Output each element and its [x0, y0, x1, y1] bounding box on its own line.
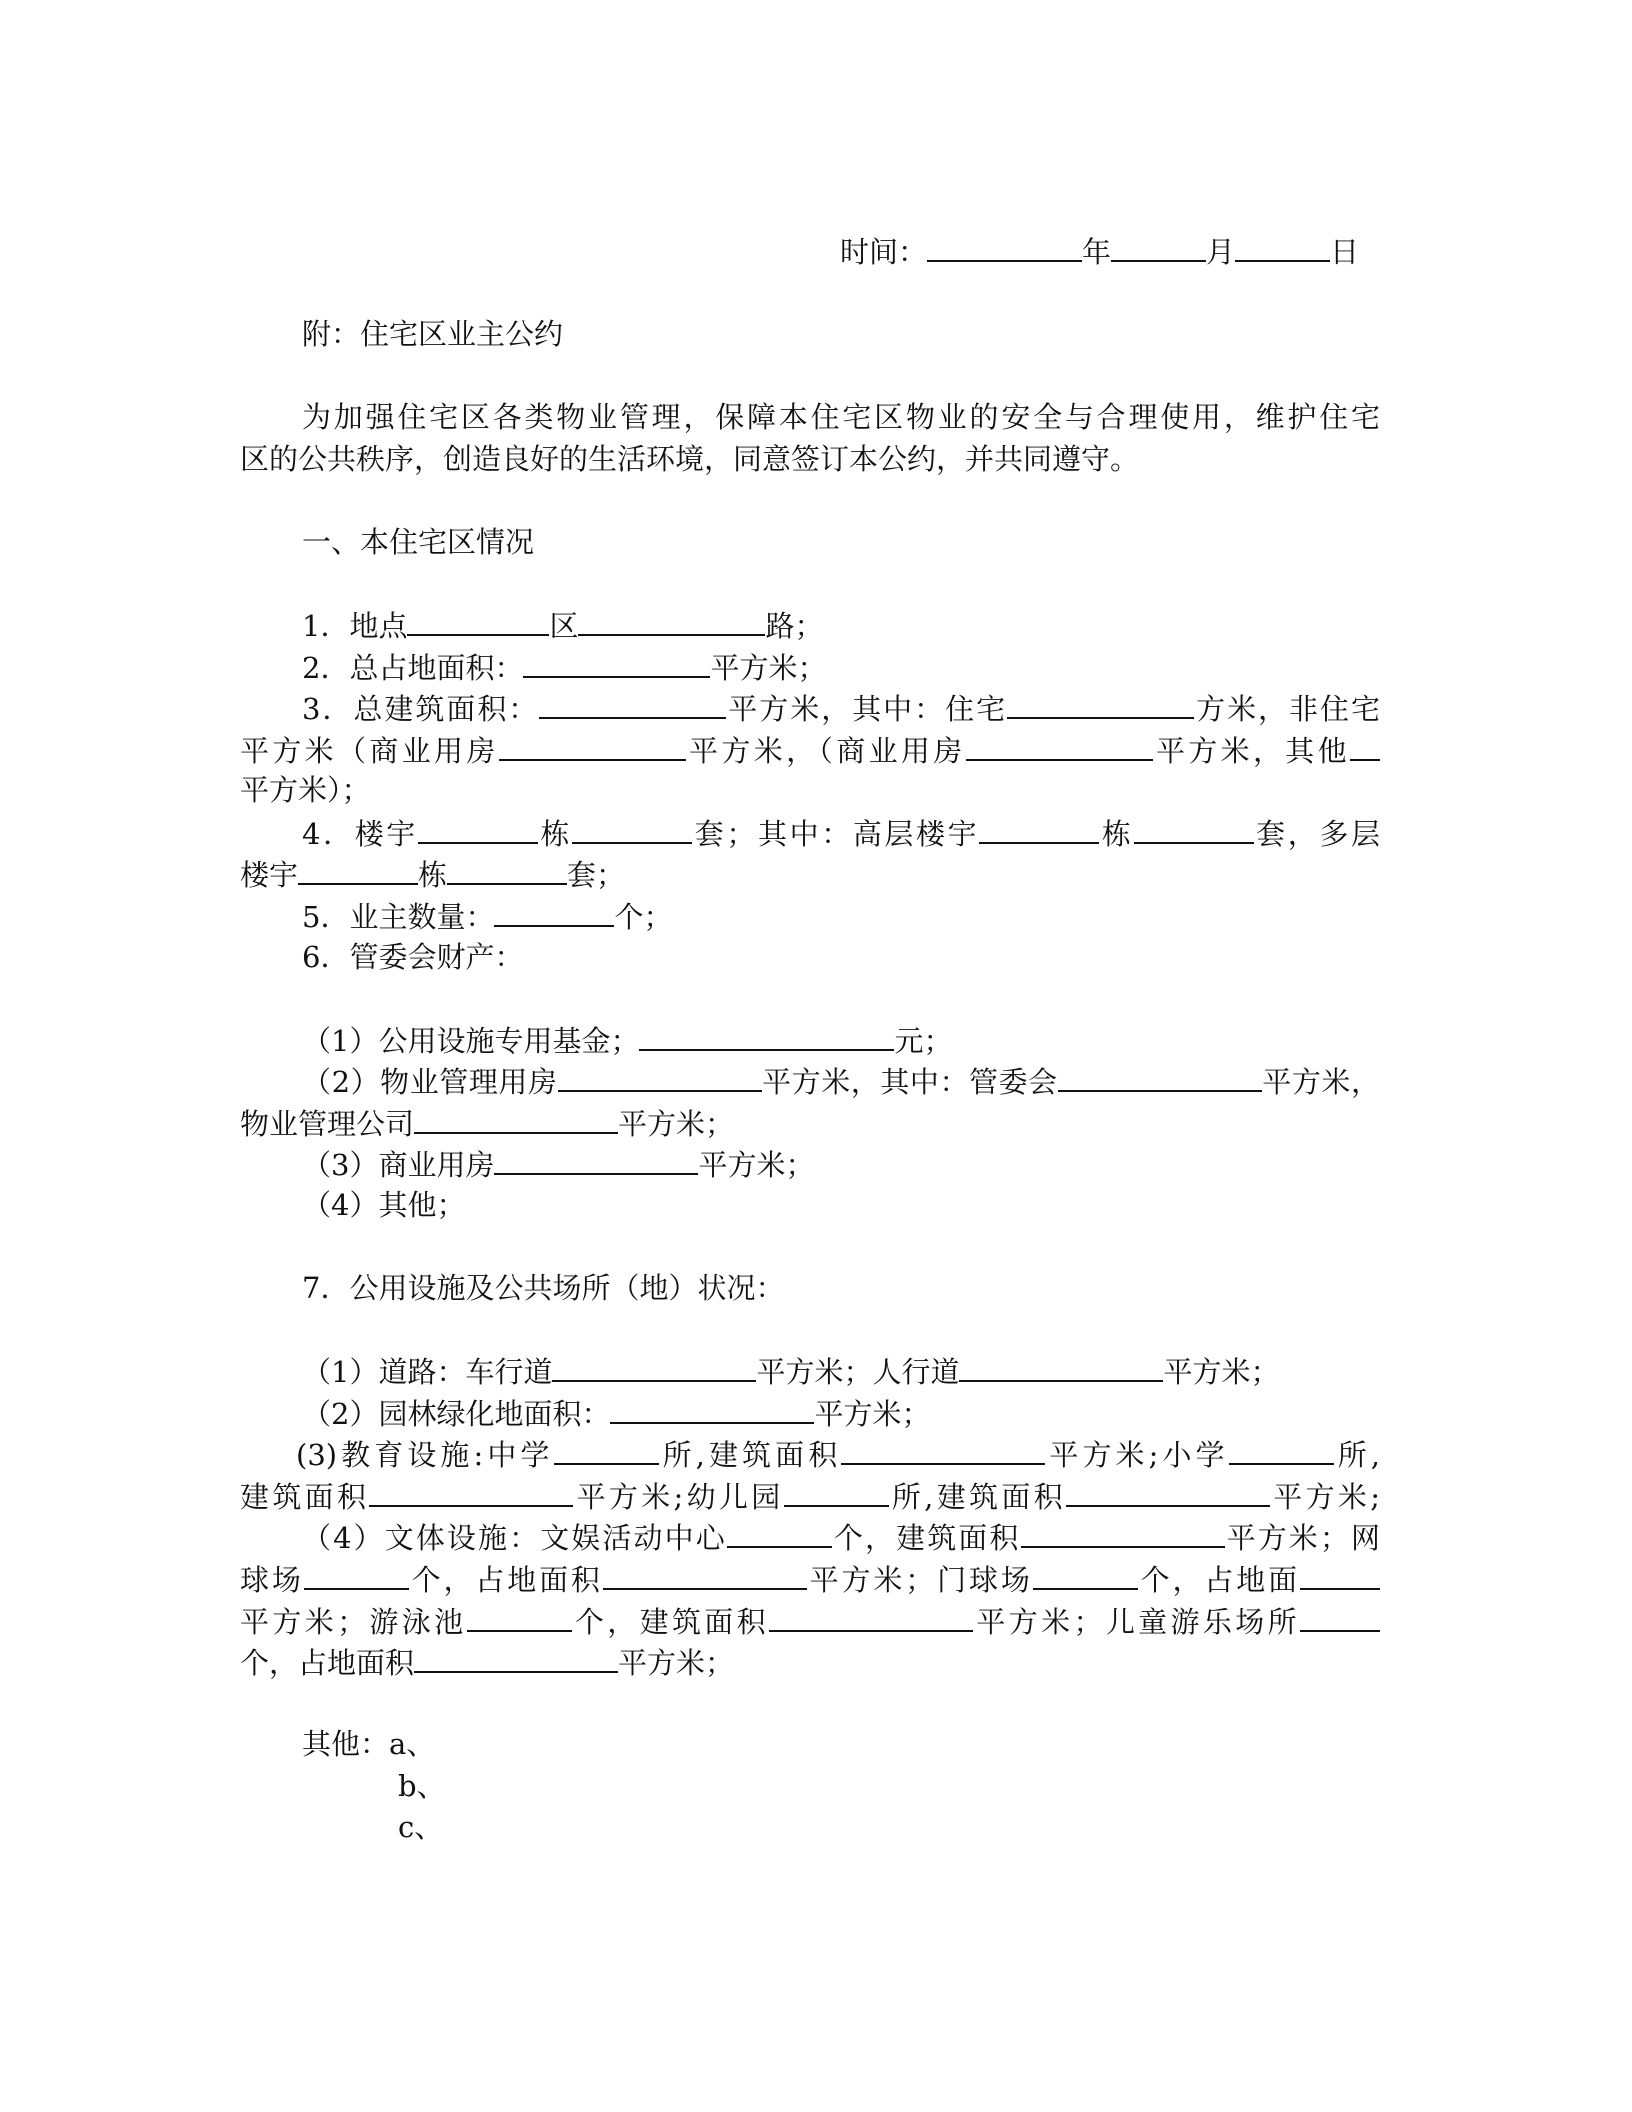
item-7-4-text-h: 平方米；游泳池 — [240, 1605, 467, 1639]
blank — [1229, 1433, 1334, 1465]
item-7-4-sports-line-2 — [240, 1558, 1380, 1601]
item-2-text-a: 2．总占地面积： — [302, 651, 524, 685]
blank — [499, 729, 686, 761]
blank — [727, 1516, 832, 1548]
item-7-1-text-b: 平方米；人行道 — [756, 1355, 960, 1389]
item-2-text-b: 平方米； — [710, 651, 827, 685]
blank — [1058, 1060, 1262, 1092]
item-3-building-area-line-3: 平方米）； — [240, 773, 371, 807]
item-6-1-text-b: 元； — [894, 1024, 953, 1058]
blank — [369, 1475, 573, 1507]
month-label: 月 — [1206, 235, 1236, 269]
item-7-4-text-f: 平方米；门球场 — [806, 1563, 1033, 1597]
blank — [572, 812, 692, 844]
blank — [447, 853, 567, 885]
others-line-c: c、 — [398, 1810, 444, 1844]
item-7-4-text-i: 个，建筑面积 — [571, 1605, 770, 1639]
item-7-2-text-b: 平方米； — [814, 1397, 931, 1431]
item-4-text-e: 套，多层 — [1253, 817, 1380, 851]
item-4-text-b: 栋 — [537, 817, 573, 851]
item-6-3-text-b: 平方米； — [698, 1148, 815, 1182]
blank — [1033, 1558, 1138, 1590]
month-blank — [1111, 230, 1206, 262]
blank — [467, 1600, 572, 1632]
item-4-text-g: 栋 — [418, 858, 448, 892]
blank — [298, 853, 418, 885]
blank — [1300, 1558, 1380, 1590]
section-1-title: 一、本住宅区情况 — [302, 525, 535, 559]
item-7-3-text-c: 平方米;小学 — [1045, 1438, 1229, 1472]
item-7-3-text-b: 所,建筑面积 — [658, 1438, 842, 1472]
blank — [1134, 812, 1254, 844]
item-7-4-text-e: 个，占地面积 — [408, 1563, 603, 1597]
item-7-3-text-a: (3)教育设施:中学 — [296, 1438, 554, 1472]
blank — [1300, 1600, 1380, 1632]
item-7-4-text-b: 个，建筑面积 — [831, 1521, 1021, 1555]
item-7-3-text-h: 平方米; — [1269, 1480, 1380, 1514]
item-7-3-education-line-2 — [240, 1475, 1380, 1518]
item-4-buildings-line-2 — [240, 853, 1380, 896]
item-6-2-text-b: 平方米，其中：管委会 — [761, 1065, 1058, 1099]
item-6-2-management-room-line-2 — [240, 1102, 1380, 1145]
item-6-title: 6．管委会财产： — [302, 940, 524, 974]
item-4-text-h: 套； — [567, 858, 626, 892]
item-4-buildings-line-1 — [302, 812, 1380, 855]
item-7-3-text-d: 所, — [1333, 1438, 1381, 1472]
item-6-2-text-c: 平方米， — [1261, 1065, 1380, 1099]
item-2-land-area — [302, 646, 1442, 689]
item-4-text-f: 楼宇 — [240, 858, 299, 892]
others-label: 其他： — [302, 1727, 390, 1761]
item-7-3-text-g: 所,建筑面积 — [888, 1480, 1066, 1514]
blank — [418, 812, 538, 844]
blank — [639, 1019, 894, 1051]
blank — [552, 1350, 756, 1382]
item-7-4-text-c: 平方米；网 — [1224, 1521, 1380, 1555]
item-7-1-roads — [302, 1350, 1442, 1393]
blank — [959, 1350, 1163, 1382]
blank — [523, 646, 710, 678]
year-blank — [927, 230, 1082, 262]
year-label: 年 — [1082, 235, 1112, 269]
item-7-2-green-area — [302, 1392, 1442, 1435]
blank — [603, 1558, 807, 1590]
item-6-1-text-a: （1）公用设施专用基金； — [302, 1024, 640, 1058]
blank — [494, 895, 614, 927]
blank — [769, 1600, 973, 1632]
blank — [414, 1641, 618, 1673]
day-label: 日 — [1330, 235, 1360, 269]
item-3-text-e: 平方米，（商业用房 — [685, 734, 966, 768]
blank — [578, 604, 765, 636]
item-3-text-d: 平方米（商业用房 — [240, 734, 499, 768]
blank — [1021, 1516, 1225, 1548]
blank — [304, 1558, 409, 1590]
item-4-text-a: 4．楼宇 — [302, 817, 418, 851]
item-3-text-c: 方米，非住宅 — [1194, 692, 1380, 726]
item-7-title: 7．公用设施及公共场所（地）状况： — [302, 1271, 785, 1305]
item-7-4-sports-line-3 — [240, 1600, 1380, 1643]
item-7-4-text-k: 个，占地面积 — [240, 1646, 415, 1680]
item-3-text-f: 平方米，其他 — [1152, 734, 1350, 768]
blank — [407, 604, 549, 636]
item-7-1-text-c: 平方米； — [1163, 1355, 1280, 1389]
item-1-text-c: 路； — [765, 609, 824, 643]
date-line — [840, 230, 1380, 273]
item-6-2-text-d: 物业管理公司 — [240, 1107, 415, 1141]
blank — [554, 1433, 659, 1465]
item-7-1-text-a: （1）道路：车行道 — [302, 1355, 553, 1389]
item-5-text-b: 个； — [614, 900, 673, 934]
appendix-title: 附：住宅区业主公约 — [302, 317, 564, 351]
blank — [784, 1475, 889, 1507]
item-7-4-text-j: 平方米；儿童游乐场所 — [973, 1605, 1300, 1639]
item-3-building-area-line-2 — [240, 729, 1380, 772]
blank — [1350, 729, 1380, 761]
others-line-a — [302, 1724, 1442, 1765]
blank — [841, 1433, 1045, 1465]
item-4-text-c: 套；其中：高层楼宇 — [692, 817, 980, 851]
intro-line-2: 区的公共秩序，创造良好的生活环境，同意签订本公约，并共同遵守。 — [240, 442, 1140, 476]
item-7-4-sports-line-4 — [240, 1641, 1380, 1684]
item-1-text-a: 1．地点 — [302, 609, 408, 643]
item-7-4-text-l: 平方米； — [618, 1646, 735, 1680]
item-6-1-fund — [302, 1019, 1442, 1062]
blank — [494, 1143, 698, 1175]
blank — [558, 1060, 762, 1092]
blank — [979, 812, 1099, 844]
blank — [539, 687, 726, 719]
item-7-3-education-line-1 — [296, 1433, 1380, 1476]
item-6-2-text-a: （2）物业管理用房 — [302, 1065, 558, 1099]
item-4-text-d: 栋 — [1099, 817, 1134, 851]
item-7-4-text-a: （4）文体设施：文娱活动中心 — [302, 1521, 727, 1555]
others-line-b: b、 — [398, 1769, 446, 1803]
item-7-4-text-d: 球场 — [240, 1563, 304, 1597]
item-6-3-commercial — [302, 1143, 1442, 1186]
item-7-4-sports-line-1 — [302, 1516, 1380, 1559]
blank — [1066, 1475, 1270, 1507]
blank — [414, 1102, 618, 1134]
item-7-3-text-e: 建筑面积 — [240, 1480, 370, 1514]
item-1-text-b: 区 — [549, 609, 579, 643]
item-5-owners — [302, 895, 1442, 938]
intro-line-1: 为加强住宅区各类物业管理，保障本住宅区物业的安全与合理使用，维护住宅 — [302, 400, 1380, 434]
item-7-3-text-f: 平方米;幼儿园 — [573, 1480, 784, 1514]
day-blank — [1235, 230, 1330, 262]
item-6-4-other: （4）其他； — [302, 1188, 466, 1222]
date-label: 时间： — [840, 235, 928, 269]
item-6-2-text-e: 平方米； — [618, 1107, 735, 1141]
item-3-building-area-line-1 — [302, 687, 1380, 730]
item-6-2-management-room-line-1 — [302, 1060, 1380, 1103]
item-7-4-text-g: 个，占地面 — [1137, 1563, 1300, 1597]
blank — [1007, 687, 1194, 719]
item-5-text-a: 5．业主数量： — [302, 900, 495, 934]
blank — [966, 729, 1153, 761]
blank — [610, 1392, 814, 1424]
item-1-location — [302, 604, 1442, 647]
item-3-text-a: 3．总建筑面积： — [302, 692, 540, 726]
item-6-3-text-a: （3）商业用房 — [302, 1148, 495, 1182]
item-7-2-text-a: （2）园林绿化地面积： — [302, 1397, 611, 1431]
item-3-text-b: 平方米，其中：住宅 — [726, 692, 1008, 726]
others-item-a: a、 — [389, 1727, 436, 1761]
